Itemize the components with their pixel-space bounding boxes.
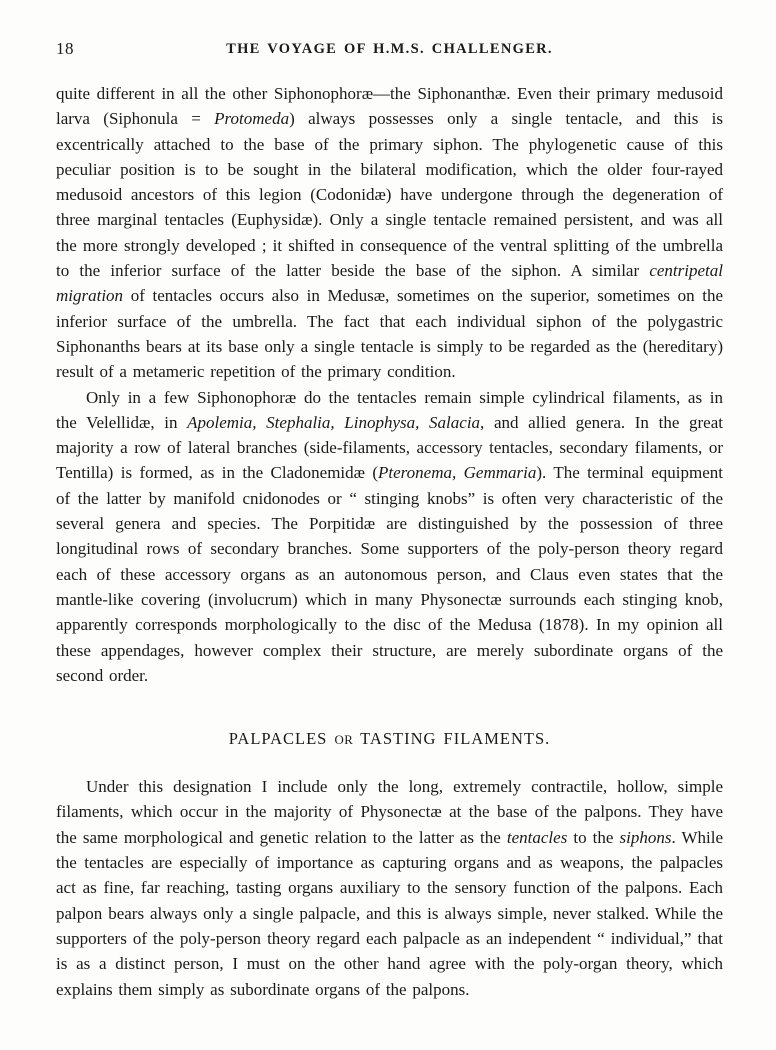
text-run: Only in a few Siphonophoræ do the tentacles remain simple cylindrical filaments, as in the Velellidæ, in <box>56 387 723 432</box>
text-run: OR <box>334 733 354 748</box>
text-run: quite different in all the other Siphonophoræ—the Siphonanthæ. Even their primary medusoid larva (Siphonula = <box>56 84 723 129</box>
text-run: PALPACLES <box>228 729 335 749</box>
page-body <box>56 81 723 1002</box>
paragraph-continuation <box>56 81 723 385</box>
text-run: Under this designation I include only the long, extremely contractile, hollow, simple filaments, which occur in the majority of Physonectæ at the base of the palpons. They have the same morphological and genetic relation to the latter as the <box>56 777 723 847</box>
paragraph-palpacles <box>56 774 723 1002</box>
text-run: Apolemia, Stephalia, Linophysa, Salacia, <box>187 412 485 432</box>
page-header <box>56 40 723 58</box>
text-run: and allied genera. In the great majority a row of lateral branches (side-filaments, accessory tentacles, secondary filaments, or Tentilla) is formed, as in the Cladonemidæ ( <box>56 412 723 483</box>
paragraph-tentacle-filaments <box>56 385 723 689</box>
section-heading <box>56 729 723 749</box>
text-run: . While the tentacles are especially of importance as capturing organs and as weapons, the palpacles act as fine, far reaching, tasting organs auxiliary to the sensory function of the palpons. Each palpon bears always only a single palpacle, and this is always simple, never stalked. While the supporters of the poly-person theory regard each palpacle as an independent “ individual,” that is as a distinct person, I must on the other hand agree with the poly-organ theory, which explains them simply as subordinate organs of the palpons. <box>56 827 723 999</box>
page-number: 18 <box>56 39 74 58</box>
text-run: centripetal migration <box>56 261 723 306</box>
running-title: THE VOYAGE OF H.M.S. CHALLENGER. <box>226 41 553 57</box>
text-run: of tentacles occurs also in Medusæ, sometimes on the superior, sometimes on the inferior surface of the umbrella. The fact that each individual siphon of the polygastric Siphonanths bears at its base only a single tentacle is simply to be regarded as the (hereditary) result of a metameric repetition of the primary condition. <box>56 286 723 382</box>
text-run: tentacles <box>506 827 568 847</box>
text-run: ). The terminal equipment of the latter by manifold cnidonodes or “ stinging knobs” is often very characteristic of the several genera and species. The Porpitidæ are distinguished by the possession of three longitudinal rows of secondary branches. Some supporters of the poly-person theory regard each of these accessory organs as an autonomous person, and Claus even states that the mantle-like covering (involucrum) which in many Physonectæ surrounds each stinging knob, apparently corresponds morphologically to the disc of the Medusa (1878). In my opinion all these appendages, however complex their structure, are merely subordinate organs of the second order. <box>56 463 723 685</box>
text-run: TASTING FILAMENTS. <box>353 729 551 749</box>
text-run: Protomeda <box>214 109 290 129</box>
text-run: ) always possesses only a single tentacle, and this is excentrically attached to the base of the primary siphon. The phylogenetic cause of this peculiar position is to be sought in the bilateral modification, which the older four-rayed medusoid ancestors of this legion (Codonidæ) have undergone through the degeneration of three marginal tentacles (Euphysidæ). Only a single tentacle remained persistent, and was all the more strongly developed ; it shifted in consequence of the ventral splitting of the umbrella to the inferior surface of the latter beside the base of the siphon. A similar <box>56 109 723 281</box>
text-run: siphons <box>619 827 672 847</box>
text-run: to the <box>567 827 620 847</box>
text-run: Pteronema, Gemmaria <box>378 463 537 483</box>
